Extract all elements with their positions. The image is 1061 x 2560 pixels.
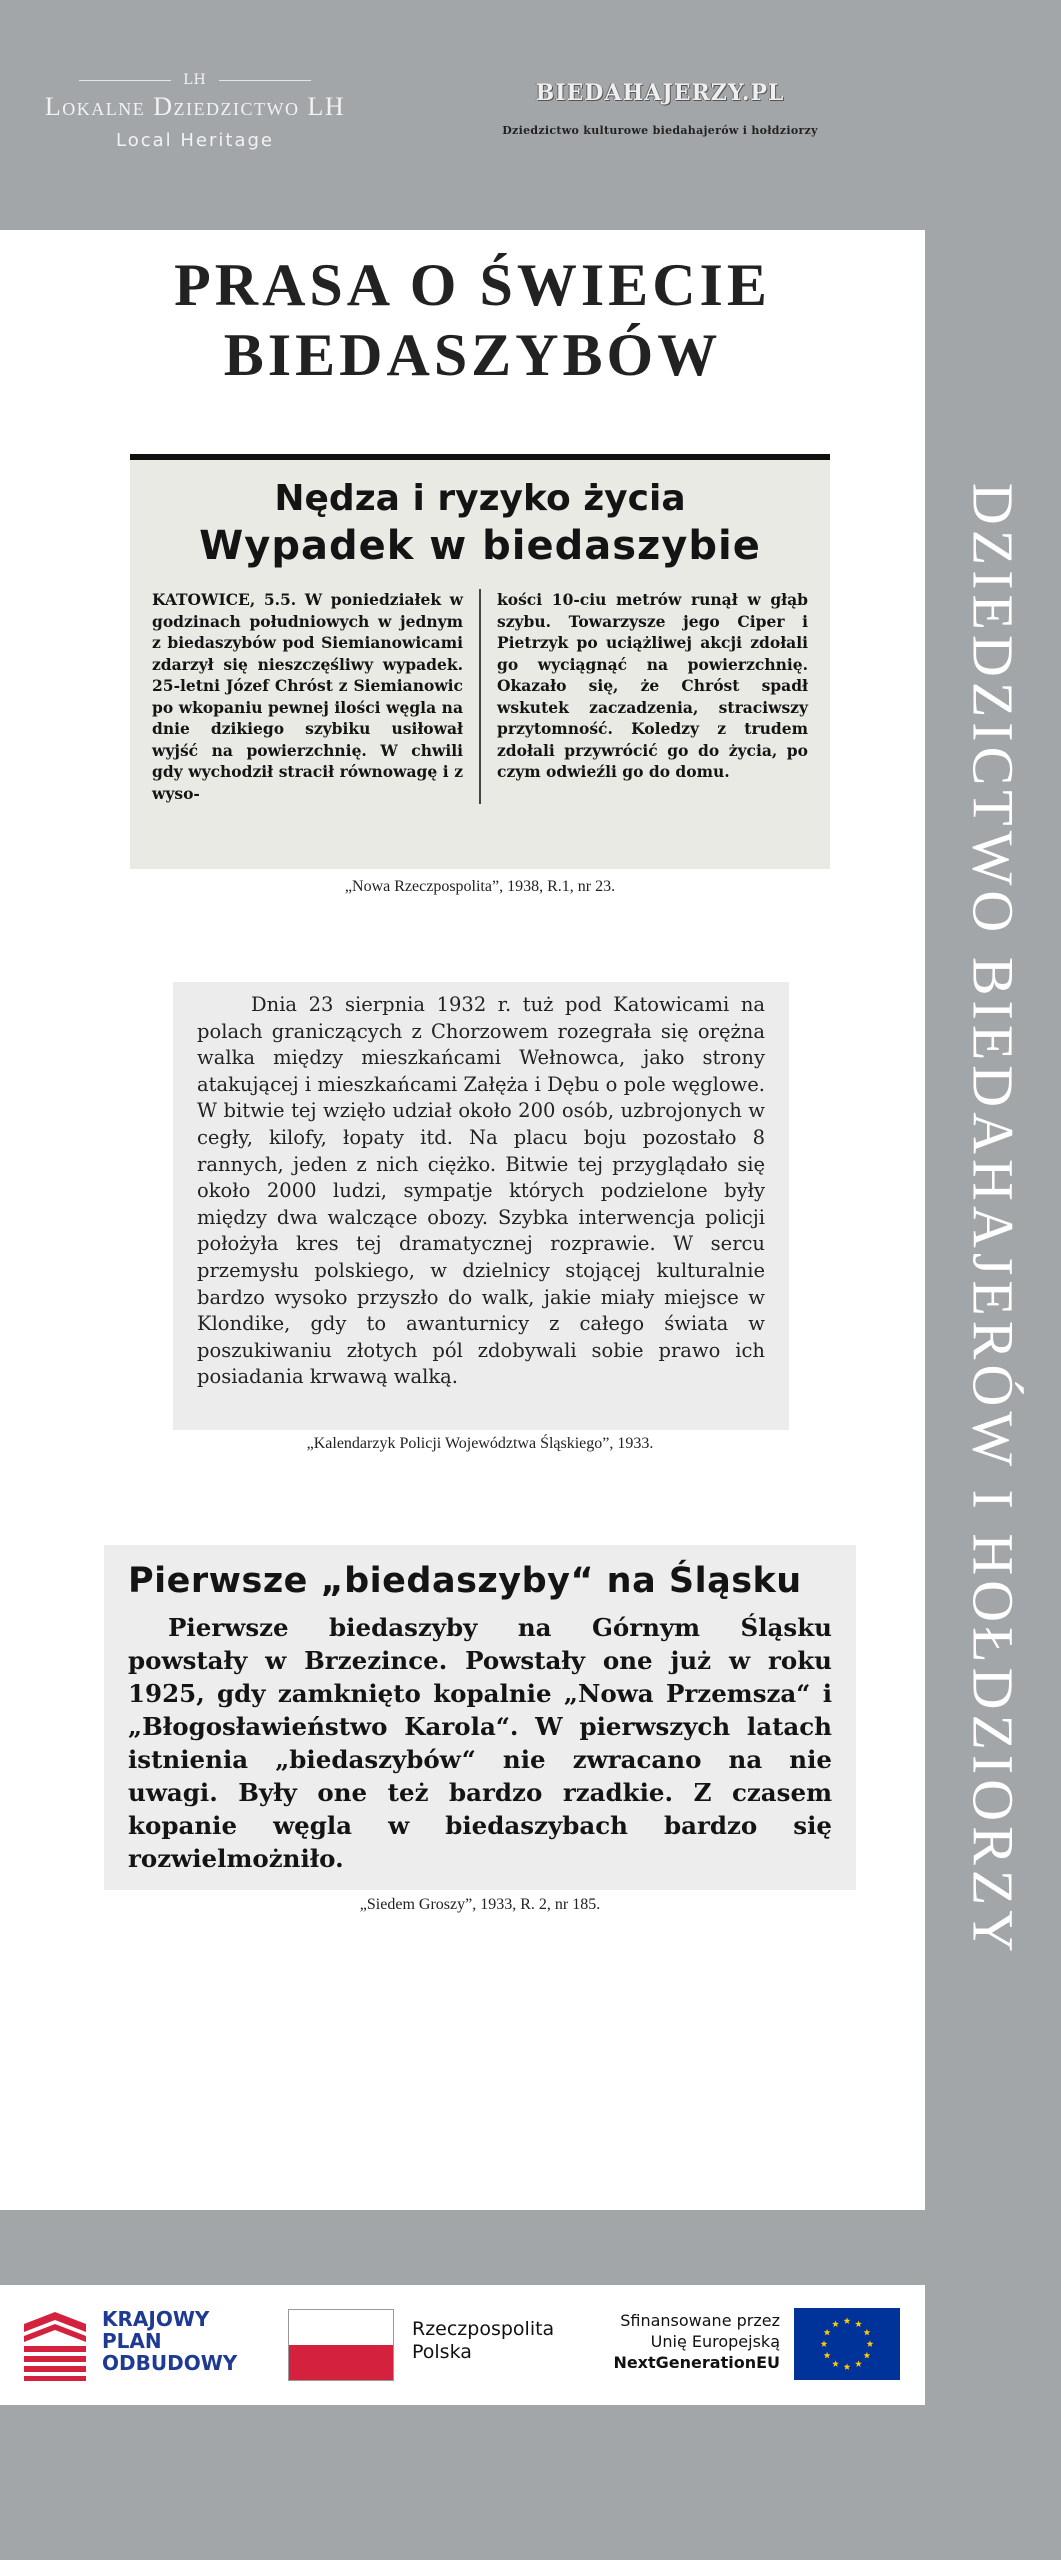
page-title bbox=[40, 250, 905, 390]
lh-logo-title: Lokalne Dziedzictwo LH bbox=[44, 92, 346, 121]
flag-white-stripe bbox=[289, 2310, 393, 2345]
lh-monogram: LH bbox=[40, 72, 350, 88]
eu-flag-icon bbox=[794, 2308, 900, 2380]
page-title-line2: BIEDASZYBÓW bbox=[223, 322, 722, 388]
biedahajerzy-logo bbox=[460, 80, 860, 137]
page-title-line1: PRASA O ŚWIECIE bbox=[174, 252, 771, 318]
lokalne-dziedzictwo-logo bbox=[40, 72, 350, 151]
clipping-1-subheadline: Wypadek w biedaszybie bbox=[199, 523, 761, 569]
flag-red-stripe bbox=[289, 2345, 393, 2380]
side-vertical-title: DZIEDZICTWO BIEDAHAJERÓW I HOŁDZIORZY bbox=[960, 482, 1026, 1958]
clipping-2-text: Dnia 23 sierpnia 1932 r. tuż pod Katowicami na polach graniczących z Chorzowem rozegrała się orężna walka między mieszkańcami Wełnowca, jako strony atakującej i mieszkańcami Załęża i Dębu o pole węglowe. W bitwie tej wzięło udział około 200 osób, uzbrojonych w cegły, kilofy, łopaty itd. Na placu boju pozostało 8 rannych, jeden z nich ciężko. Bitwie tej przyglądało się około 2000 ludzi, sympatje których podzielone były między dwa walczące obozy. Szybka interwencja policji położyła kres tej dramatycznej rozprawie. W sercu przemysłu polskiego, w dzielnicy stojącej kulturalnie bardzo wysoko przyszło do walk, jakie miały miejsce w Klondike, gdy to awanturnicy z całego świata w poszukiwaniu złotych pól zdobywali sobie prawo ich posiadania krwawą walką. bbox=[197, 993, 765, 1389]
clipping-2-caption: „Kalendarzyk Policji Województwa Śląskiego”, 1933. bbox=[306, 1435, 654, 1452]
newspaper-clipping-1 bbox=[130, 454, 830, 869]
newspaper-clipping-3 bbox=[104, 1545, 856, 1890]
clipping-3-text: Pierwsze biedaszyby na Górnym Śląsku powstały w Brzezince. Powstały one już w roku 1925, gdy zamknięto kopalnie „Nowa Przemsza“ i „Błogosławieństwo Karola“. W pierwszych latach istnienia „biedaszybów“ nie zwracano na nie uwagi. Były one też bardzo rzadkie. Z czasem kopanie węgla w biedaszybach bardzo się rozwielmożniło. bbox=[128, 1613, 832, 1873]
biedahajerzy-tagline: Dziedzictwo kulturowe biedahajerów i hołdziorzy bbox=[502, 124, 818, 137]
biedahajerzy-site-name: BIEDAHAJERZY.PL bbox=[535, 80, 785, 106]
kpo-logo-icon bbox=[22, 2310, 88, 2382]
newspaper-clipping-2 bbox=[173, 982, 789, 1430]
lh-logo-subtitle: Local Heritage bbox=[116, 130, 274, 151]
clipping-1-column-right: kości 10-ciu metrów runął w głąb szybu. Towarzysze jego Ciper i Pietrzyk po uciążliwej akcji zdołali go wyciągnąć na powierzchnię. Okazało się, że Chróst spadł wskutek zaczadzenia, straciwszy przytomność. Koledzy z trudem zdołali przywrócić go do życia, po czym odwieźli go do domu. bbox=[497, 590, 808, 781]
clipping-3-headline: Pierwsze „biedaszyby“ na Śląsku bbox=[128, 1561, 802, 1601]
clipping-1-headline: Nędza i ryzyko życia bbox=[274, 478, 686, 519]
eu-funding-label: Sfinansowane przez Unię Europejską NextGenerationEU bbox=[613, 2311, 780, 2372]
rzeczpospolita-polska-label: Rzeczpospolita Polska bbox=[412, 2318, 555, 2363]
clipping-1-columns bbox=[152, 589, 808, 804]
clipping-3-caption: „Siedem Groszy”, 1933, R. 2, nr 185. bbox=[359, 1896, 601, 1913]
column-divider bbox=[479, 589, 481, 804]
clipping-1-caption: „Nowa Rzeczpospolita”, 1938, R.1, nr 23. bbox=[344, 878, 616, 895]
clipping-1-column-left: KATOWICE, 5.5. W poniedziałek w godzinach południowych w jednym z biedaszybów pod Siemianowicami zdarzył się nieszczęśliwy wypadek. 25-letni Józef Chróst z Siemianowic po wkopaniu pewnej ilości węgla na dnie dzikiego szybiku usiłował wyjść na powierzchnię. W chwili gdy wychodził stracił równowagę i z wyso- bbox=[152, 590, 463, 803]
kpo-logo-text: KRAJOWY PLAN ODBUDOWY bbox=[102, 2307, 238, 2375]
